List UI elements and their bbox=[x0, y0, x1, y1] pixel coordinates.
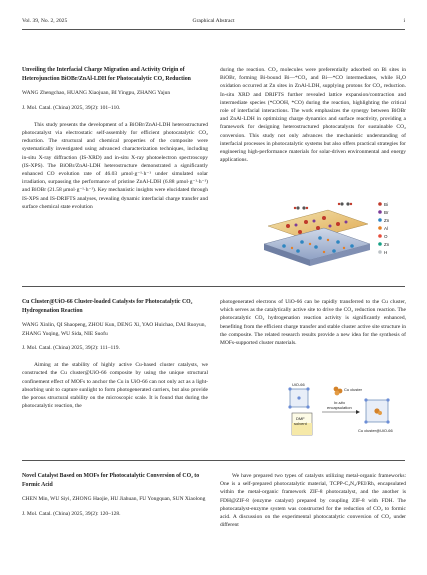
article2-divider bbox=[22, 460, 405, 461]
article1-authors: WANG Zhengchao, HUANG Xiaojuan, BI Yingpu, ZHANG Yajun bbox=[22, 90, 171, 97]
encapsulation-scheme bbox=[282, 380, 400, 450]
article2-right-column bbox=[220, 298, 406, 347]
legend-marker-bi bbox=[378, 202, 382, 206]
section-title: Graphical Abstract bbox=[192, 18, 235, 24]
legend-label-bi: Bi bbox=[384, 201, 389, 207]
encapsulation-label: encapsulation bbox=[327, 405, 352, 410]
legend-marker-zn bbox=[378, 218, 382, 222]
article1-abstract-part2: during the reaction. CO₂ molecules were preferentially adsorbed on Bi sites in BiOBr, forming Bi-bound Bi—*CO₂ and Bi—*CO intermediates, while H₂O oxidation occurred at Zn sites in ZnAl-LDH, supplying protons for CO₂ reduction. In-situ XRD and DRIFTS further revealed lattice expansion/contraction and intermediate species (*COOH, *CO) during the reaction, highlighting the critical role of interfacial interactions. The work emphasizes the synergy between BiOBr and ZnAl-LDH in optimizing charge dynamics and surface reactivity, providing a framework for designing heterostructured photocatalysts for sustainable CO₂ conversion. This study not only advances the mechanistic understanding of interfacial processes in photocatalytic systems but also offers practical strategies for engineering high-performance materials for solar-driven environmental and energy applications. bbox=[220, 67, 406, 164]
solvent-label: solvent bbox=[294, 421, 307, 426]
legend-marker-h bbox=[378, 250, 382, 254]
journal-volume: Vol. 39, No. 2, 2025 bbox=[22, 18, 68, 24]
product-structure bbox=[364, 398, 389, 423]
legend-label-al: Al bbox=[384, 225, 389, 231]
page-number: i bbox=[403, 18, 405, 24]
article2-abstract-part1: Aiming at the stability of highly active Cu-based cluster catalysts, we constructed the Cu cluster@UiO-66 composite by using the unique structural confinement effect of MOFs to anchor the Cu in UiO-66 can not only act as a light-absorbing unit to capture sunlight to form photogenerated carriers, but also provide the porous structural stability on the microscopic scale. It is found that during the photocatalytic reaction, the bbox=[22, 362, 208, 410]
article1-right-column bbox=[220, 66, 406, 164]
article3-title[interactable]: Novel Catalyst Based on MOFs for Photocatalytic Conversion of CO₂ to Formic Acid bbox=[22, 473, 200, 488]
article2-authors: WANG Xinlin, QI Shaopeng, ZHOU Kun, DENG Xi, YAO Huichao, DAI Ruoyun, ZHANG Yuqing, WU Sida, NIE Suofu bbox=[22, 322, 206, 337]
article3-citation: J. Mol. Catal. (China) 2025, 39(2): 120–128. bbox=[22, 510, 121, 517]
legend-marker-o bbox=[378, 234, 382, 238]
article2-figure bbox=[282, 380, 400, 450]
cu-cluster-label: Cu cluster bbox=[344, 387, 363, 392]
legend-label-br: Br bbox=[384, 209, 389, 215]
legend-label-h: H bbox=[384, 249, 388, 255]
article1-divider bbox=[22, 286, 405, 287]
article1-title[interactable]: Unveiling the Interfacial Charge Migration and Activity Origin of Heterojunction BiOBr/ZnAl-LDH for Photocatalytic CO₂ Reduction bbox=[22, 67, 191, 82]
legend-label-zn2: Zn bbox=[384, 241, 390, 247]
heterojunction-illustration bbox=[258, 196, 406, 278]
article1-abstract-part1: This study presents the development of a BiOBr/ZnAl-LDH heterostructured photocatalyst via electrostatic self-assembly for efficient photocatalytic CO₂ reduction. The structural and chemical properties of the composite were systematically investigated using advanced characterization techniques, including in-situ X-ray diffraction (IS-XRD) and in-situ X-ray photoelectron spectroscopy (IS-XPS). The BiOBr/ZnAl-LDH heterostructure demonstrated a significantly enhanced CO evolution rate of 46.03 μmol·g⁻¹·h⁻¹ under simulated solar irradiation, surpassing the performance of pristine ZnAl-LDH (6.88 μmol·g⁻¹·h⁻¹) and BiOBr (21.58 μmol·g⁻¹·h⁻¹). Key mechanistic insights were elucidated through IS-XPS and IS-DRIFTS analyses, revealing dynamic interfacial charge transfer and surface chemical state evolution bbox=[22, 121, 208, 210]
product-label: Cu cluster@UiO-66 bbox=[358, 428, 393, 433]
article1-figure bbox=[258, 196, 406, 278]
legend-label-zn: Zn bbox=[384, 217, 390, 223]
article2-left-column bbox=[22, 298, 208, 410]
uio66-structure bbox=[288, 387, 309, 408]
dmf-label: DMF bbox=[296, 416, 305, 421]
article1-citation: J. Mol. Catal. (China) 2025, 39(2): 101–110. bbox=[22, 104, 121, 111]
legend-marker-br bbox=[378, 210, 382, 214]
cu-cluster-structure bbox=[334, 387, 343, 396]
article1-left-column bbox=[22, 66, 208, 211]
article3-authors: CHEN Min, WU Siyi, ZHONG Haojie, HU Jiahuan, FU Yongquan, SUN Xiaolong bbox=[22, 496, 206, 503]
article3-left-column bbox=[22, 472, 208, 518]
legend-label-o: O bbox=[384, 233, 388, 239]
article2-citation: J. Mol. Catal. (China) 2025, 39(2): 111–119. bbox=[22, 345, 120, 351]
header-rule bbox=[22, 29, 405, 30]
article2-title[interactable]: Cu Cluster@UiO-66 Cluster-loaded Catalysts for Photocatalytic CO₂ Hydrogenation Reaction bbox=[22, 299, 193, 314]
uio66-label: UiO-66 bbox=[292, 382, 305, 387]
article2-abstract-part2: photogenerated electrons of UiO-66 can be rapidly transferred to the Cu cluster, which serves as the catalytically active site to drive the CO₂ reduction reaction. The photocatalytic CO₂ hydrogenation reaction activity is significantly enhanced, benefiting from the efficient charge transfer and stable cluster active site structure in the composite. The related research results provide a new idea for the synthesis of MOFs-supported cluster materials. bbox=[220, 299, 406, 347]
article3-abstract: We have prepared two types of catalysts utilizing metal-organic frameworks: One is a self-prepared photocatalytic material, TCPP-C₃N₄/PEI/Rh, encapsulated within the metal-organic framework ZIF-8 photocatalyst, and the another is FDH@ZIF-8 (enzyme catalyst) prepared by coupling ZIF-8 with FDH. The photocatalyst-enzyme system was constructed for the reduction of CO₂ to formic acid. A discussion on the experimental photocatalytic conversion of CO₂ under different bbox=[220, 473, 406, 529]
legend-marker-al bbox=[378, 226, 382, 230]
legend-marker-zn2 bbox=[378, 242, 382, 246]
article3-right-column bbox=[220, 472, 406, 529]
insitu-label: In-situ bbox=[334, 400, 345, 405]
